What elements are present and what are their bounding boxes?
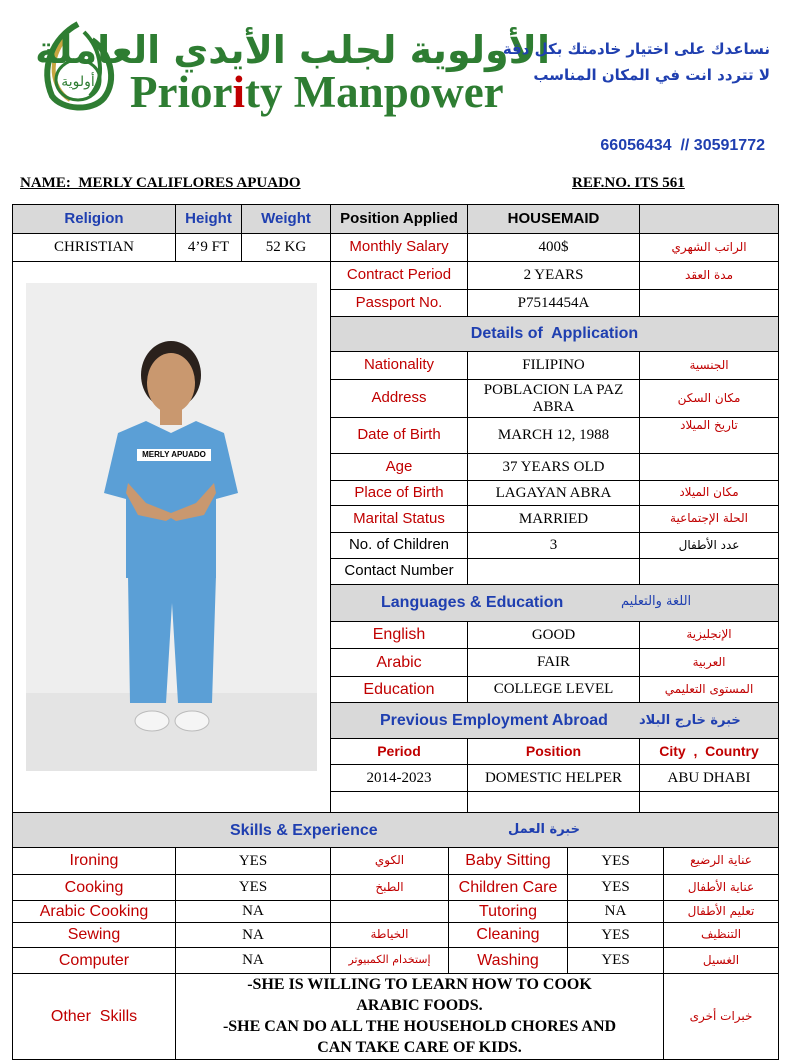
skill-ironing-label: Ironing [69,852,119,870]
period-value: 2014-2023 [366,769,432,786]
skill-washing-label: Washing [477,951,539,969]
position-value: HOUSEMAID [468,205,639,233]
contract-label: Contract Period [346,266,452,284]
skill-computer-ar: إستخدام الكمبيوتر [348,953,431,967]
address-ar: مكان السكن [677,390,741,405]
marital-ar: الحلة الإجتماعية [670,511,748,526]
candidate-name: NAME: MERLY CALIFLORES APUADO [20,175,301,191]
skill-ironing-value: YES [238,852,268,869]
education-value: COLLEGE LEVEL [493,681,614,698]
position-col-header: Position [525,742,582,759]
reference-number: REF.NO. ITS 561 [572,175,685,191]
english-value: GOOD [531,626,576,643]
age-value: 37 YEARS OLD [502,458,605,475]
period-header: Period [377,742,421,759]
arabic-value: FAIR [536,654,571,671]
skill-cooking-ar: الطبخ [375,879,404,894]
skill-computer-label: Computer [58,951,130,969]
other-skill-line-2b: CAN TAKE CARE OF KIDS. [317,1039,522,1056]
skills-title-ar: خبرة العمل [508,822,580,837]
dob-value: MARCH 12, 1988 [497,427,610,444]
nationality-label: Nationality [363,356,435,374]
weight-value: 52 KG [265,239,307,256]
skill-tutoring-label: Tutoring [478,902,538,920]
birthplace-value: LAGAYAN ABRA [495,484,612,501]
address-label: Address [371,389,427,407]
passport-value: P7514454A [517,294,590,311]
employment-title-ar: خبرة خارج البلاد [639,713,741,728]
skill-babysitting-ar: عناية الرضيع [690,853,752,868]
country-value: ABU DHABI [667,769,751,786]
marital-label: Marital Status [353,509,445,527]
religion-value: CHRISTIAN [53,239,134,256]
name-badge: MERLY APUADO [137,449,211,461]
other-skill-line-1b: ARABIC FOODS. [356,997,483,1014]
children-value: 3 [549,537,558,554]
skill-tutoring-ar: تعليم الأطفال [687,903,755,918]
employment-position-value: DOMESTIC HELPER [484,769,623,786]
employment-section-title [331,703,778,738]
position-header: Position Applied [331,205,467,233]
position-ar-cell [640,205,778,233]
other-skills-label: Other Skills [50,1007,138,1025]
contract-ar: مدة العقد [685,267,733,282]
tagline-1: نساعدك على اختيار خادمتك بكل دقة [502,40,770,58]
skill-sewing-ar: الخياطة [370,927,409,942]
other-skills-ar: خبرات أخرى [689,1008,753,1023]
children-label: No. of Children [348,536,450,554]
skill-babysitting-value: YES [601,852,630,869]
skill-childcare-label: Children Care [458,878,558,896]
passport-ar [640,290,778,316]
address-value: POBLACION LA PAZ ABRA [483,382,624,415]
birthplace-label: Place of Birth [354,483,444,501]
contact-value [468,559,639,584]
country-header: City , Country [659,742,759,759]
details-section-title: Details of Application [331,317,778,351]
skill-arabic-cooking-label: Arabic Cooking [39,902,149,920]
skill-tutoring-value: NA [604,903,627,920]
other-skill-line-1a: -SHE IS WILLING TO LEARN HOW TO COOK [247,976,592,993]
marital-value: MARRIED [518,510,589,527]
skill-computer-value: NA [242,952,264,969]
skill-arabic-cooking-value: NA [242,903,264,920]
skill-childcare-value: YES [601,879,630,896]
skills-section-title [13,813,778,847]
other-skills-text [176,974,663,1059]
candidate-photo [26,283,317,771]
skill-cooking-label: Cooking [64,878,124,896]
salary-label: Monthly Salary [349,238,449,256]
religion-header: Religion [13,205,175,233]
salary-ar: الراتب الشهري [671,239,747,254]
height-value: 4’9 FT [187,239,230,256]
skill-cleaning-label: Cleaning [476,926,540,944]
dob-ar: تاريخ الميلاد [680,418,738,433]
arabic-ar: العربية [692,654,726,669]
languages-title-ar: اللغة والتعليم [621,594,692,609]
logo-arabic-name: الأولوية لجلب الأيدي العاملة [35,28,550,72]
passport-label: Passport No. [355,293,443,311]
nationality-ar: الجنسية [689,357,729,372]
arabic-label: Arabic [376,653,422,671]
skill-washing-value: YES [601,952,630,969]
english-ar: الإنجليزية [686,627,732,642]
skills-title: Skills & Experience [230,822,378,839]
skill-cleaning-ar: التنظيف [700,927,742,942]
employment-title: Previous Employment Abroad [380,712,608,729]
phone-numbers: 66056434 // 30591772 [600,137,765,154]
languages-section-title [331,585,778,621]
skill-sewing-value: NA [242,926,264,943]
other-skill-line-2a: -SHE CAN DO ALL THE HOUSEHOLD CHORES AND [222,1018,617,1035]
skill-sewing-label: Sewing [67,926,121,944]
skill-childcare-ar: عناية الأطفال [687,879,755,894]
contact-label: Contact Number [344,562,454,580]
dob-label: Date of Birth [357,426,441,444]
weight-header: Weight [242,205,330,233]
contract-value: 2 YEARS [523,267,584,284]
skill-cleaning-value: YES [601,926,630,943]
skill-babysitting-label: Baby Sitting [465,852,551,870]
birthplace-ar: مكان الميلاد [679,485,739,500]
education-ar: المستوى التعليمي [664,681,754,696]
skill-washing-ar: الغسيل [702,952,740,967]
skill-cooking-value: YES [238,879,268,896]
salary-value: 400$ [538,239,569,256]
svg-text:أولوية: أولوية [61,74,95,90]
education-label: Education [363,680,435,698]
skill-ironing-ar: الكوي [374,853,405,868]
nationality-value: FILIPINO [522,357,585,374]
logo-english-name: Priority Manpower [130,67,504,117]
languages-title: Languages & Education [381,594,564,611]
tagline-2: لا تتردد انت في المكان المناسب [533,66,770,84]
height-header: Height [176,205,241,233]
children-ar: عدد الأطفال [678,537,740,552]
english-label: English [372,626,426,644]
age-label: Age [385,457,413,475]
